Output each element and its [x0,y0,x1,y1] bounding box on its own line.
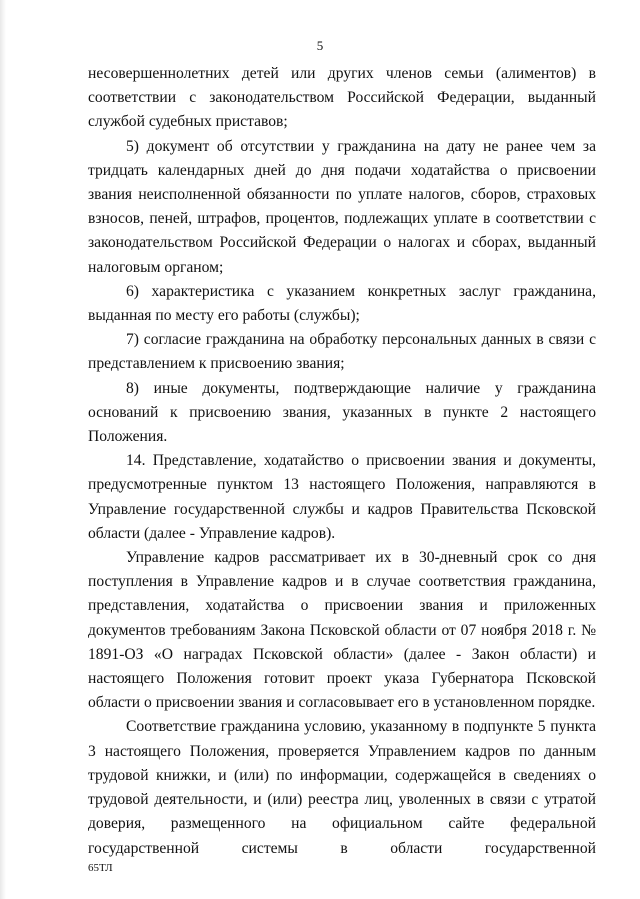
paragraph-item-8: 8) иные документы, подтверждающие наличие у гражданина оснований к присвоению звания, указанных в пункте 2 настоящего Положения. [88,379,596,446]
paragraph-continuation: несовершеннолетних детей или других членов семьи (алиментов) в соответствии с законодательством Российской Федерации, выданный службой судебных приставов; [88,65,596,131]
body-text [88,62,596,861]
footer-document-code: 65ТЛ [88,862,113,874]
paragraph-item-7: 7) согласие гражданина на обработку персональных данных в связи с представлением к присвоению звания; [88,331,596,373]
paragraph-clause-14: 14. Представление, ходатайство о присвоении звания и документы, предусмотренные пунктом 13 настоящего Положения, направляются в Управление государственной службы и кадров Правительства Псковской области (далее - Управление кадров). [88,452,596,542]
paragraph-item-6: 6) характеристика с указанием конкретных заслуг гражданина, выданная по месту его работы (службы); [88,282,596,325]
paragraph-review-procedure: Управление кадров рассматривает их в 30-дневный срок со дня поступления в Управление кадров и в случае соответствия гражданина, представления, ходатайства о присвоении звания и приложенных документов требованиям Закона Псковской области от 07 ноября 2018 г. № 1891-ОЗ «О наградах Псковской области» (далее - Закон области) и настоящего Положения готовит проект указа Губернатора Псковской области о присвоении звания и согласовывает его в установленном порядке. [88,549,596,712]
paragraph-verification: Соответствие гражданина условию, указанному в подпункте 5 пункта 3 настоящего Положения, проверяется Управлением кадров по данным трудовой книжки, и (или) по информации, содержащейся в сведениях о трудовой деятельности, и (или) реестра лиц, уволенных в связи с утратой доверия, размещенного на официальном сайте федеральной государственной системы в области государственной [88,718,596,857]
scan-edge-shadow [0,0,6,899]
page-number: 5 [316,38,324,53]
paragraph-item-5: 5) документ об отсутствии у гражданина на дату не ранее чем за тридцать календарных дней до дня подачи ходатайства о присвоении звания неисполненной обязанности по уплате налогов, сборов, страховых взносов, пеней, штрафов, процентов, подлежащих уплате в соответствии с законодательством Российской Федерации о налогах и сборах, выданный налоговым органом; [88,137,596,276]
